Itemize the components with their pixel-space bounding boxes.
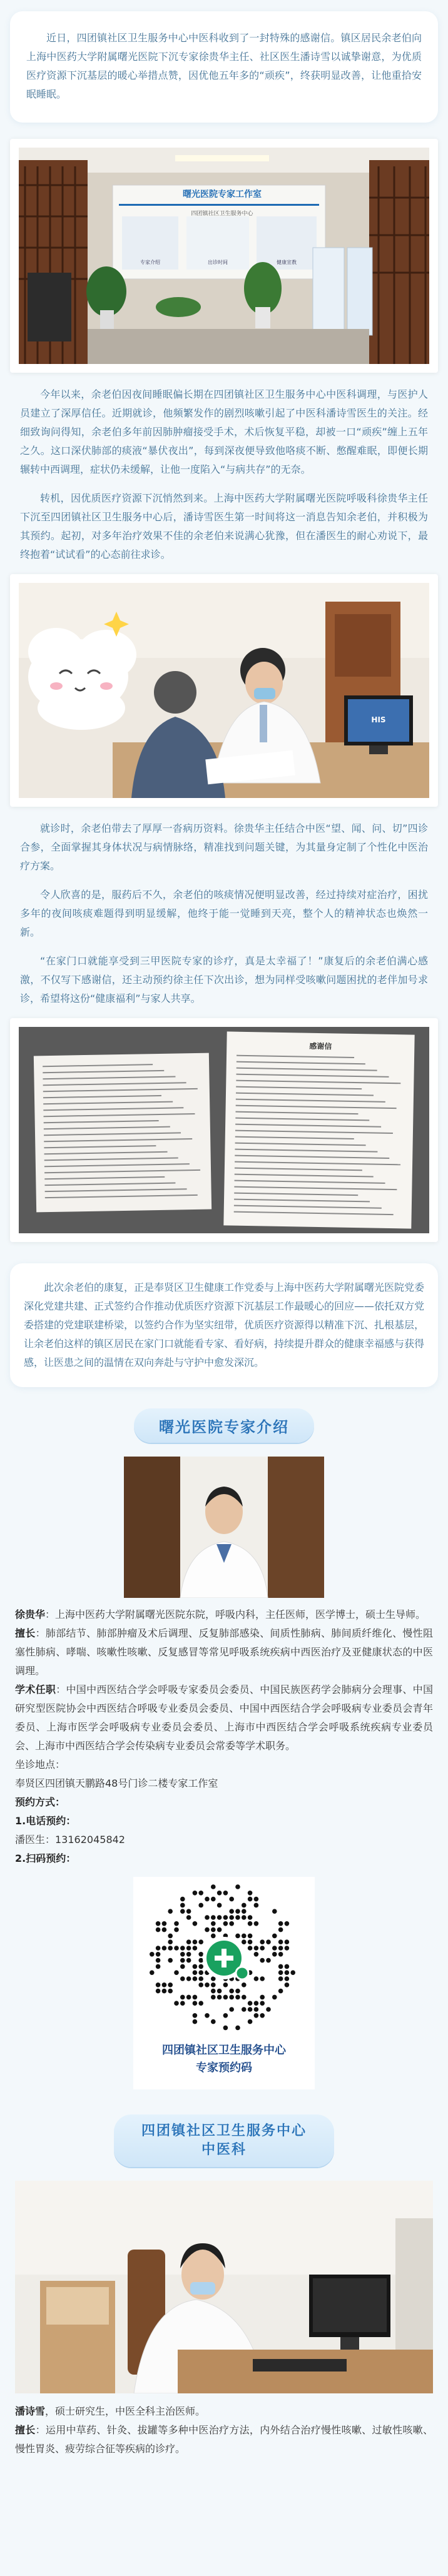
- qr-dot: [211, 1934, 216, 1939]
- qr-dot: [180, 1964, 185, 1969]
- letter-line: [235, 1111, 358, 1114]
- letter-line: [44, 1169, 200, 1173]
- photo-expert-studio: [10, 139, 438, 373]
- qr-code-block: [0, 1877, 448, 2089]
- board-panel-2: 出诊时间: [208, 260, 228, 265]
- qr-dot: [217, 1915, 222, 1920]
- expert-specialty-label: 擅长: [15, 1627, 36, 1639]
- qr-dot: [180, 1946, 185, 1951]
- qr-dot: [217, 1891, 222, 1896]
- qr-dot: [285, 1964, 290, 1969]
- letter-line: [43, 1076, 175, 1080]
- qr-dot: [248, 1934, 253, 1939]
- tcm-doctor-bio: [15, 2402, 433, 2421]
- expert-portrait: [124, 1457, 324, 1598]
- qr-dot: [168, 1989, 173, 1994]
- qr-dot: [205, 1983, 210, 1988]
- expert-academic: [15, 1680, 433, 1755]
- qr-dot: [205, 2013, 210, 2018]
- expert-photo: [0, 1457, 448, 1598]
- expert-academic-text: ：中国中西医结合学会呼吸专家委员会委员、中国民族医药学会肺病分会理事、中国研究型医院协会中西医结合呼吸专业委员会委员、中国中西医结合学会呼吸病专业委员会青年委员、上海市医学会呼吸病专业委员会委员、上海市中西医结合学会呼吸系统疾病专业委员会、上海市中西医结合学会传染病专业委员会常委等学术职务。: [15, 1684, 433, 1752]
- letter-page-left: [34, 1053, 211, 1213]
- qr-dot: [180, 1909, 185, 1914]
- qr-dot: [198, 1939, 203, 1944]
- qr-dot: [168, 1909, 173, 1914]
- qr-dot: [156, 1946, 161, 1951]
- qr-dot: [223, 1921, 228, 1926]
- qr-dot: [205, 1897, 210, 1902]
- qr-dot: [266, 1939, 271, 1944]
- qr-dot: [217, 1989, 222, 1994]
- tcm-doctor-desc: ，硕士研究生，中医全科主治医师。: [45, 2405, 206, 2417]
- letter-line: [235, 1136, 354, 1139]
- qr-dot: [186, 1939, 191, 1944]
- qr-dot: [180, 1952, 185, 1957]
- qr-dot: [180, 1976, 185, 1981]
- qr-dot: [186, 1909, 191, 1914]
- qr-dot: [242, 1939, 247, 1944]
- letter-line: [234, 1193, 358, 1196]
- photo-thank-you-letter: [10, 1018, 438, 1242]
- qr-dot: [229, 1921, 234, 1926]
- qr-dot: [211, 1983, 216, 1988]
- qr-dot: [223, 1983, 228, 1988]
- story-paragraph: 今年以来，余老伯因夜间睡眠偏长期在四团镇社区卫生服务中心中医科调理，与医护人员建立了深厚信任。近期就诊，他频繁发作的剧烈咳嗽引起了中医科潘诗雪医生的关注。经细致询问得知，余老伯多年前因肺肿瘤接受手术，术后恢复平稳，却被一口“顽疾”缠上五年之久。这口深伏肺部的痰液“暴伏夜出”，每到深夜便导致他咯痰不断、憋醒难眠，即便长期辗转中西调理，症状仍未缓解，让他一度陷入“与病共存”的无奈。: [20, 388, 428, 475]
- qr-dot: [193, 1946, 198, 1951]
- qr-dot: [205, 1915, 210, 1920]
- qr-dot: [223, 2026, 228, 2031]
- phone-booking-label: 1.电话预约：: [15, 1815, 76, 1827]
- qr-dot: [242, 2007, 247, 2012]
- qr-dot: [260, 1939, 265, 1944]
- letter-line: [235, 1143, 366, 1146]
- qr-dot: [229, 1995, 234, 2000]
- qr-dot: [248, 1946, 253, 1951]
- expert-studio-scene: [19, 148, 429, 364]
- qr-dot: [156, 1921, 161, 1926]
- qr-dot: [278, 1989, 283, 1994]
- board-title: 曙光医院专家工作室: [183, 189, 262, 200]
- board-panel-3: 健康宣教: [277, 260, 297, 265]
- qr-dot: [198, 2001, 203, 2006]
- letter-line: [43, 1107, 183, 1111]
- qr-dot: [254, 2001, 259, 2006]
- qr-dot: [260, 2001, 265, 2006]
- qr-dot: [217, 1927, 222, 1932]
- qr-dot: [254, 1921, 259, 1926]
- letter-line: [235, 1168, 362, 1171]
- qr-dot: [229, 1989, 234, 1994]
- letter-line: [235, 1130, 393, 1134]
- letter-line: [43, 1064, 153, 1067]
- qr-dot: [162, 1921, 167, 1926]
- qr-dot: [229, 2007, 234, 2012]
- qr-dot: [229, 1897, 234, 1902]
- qr-dot: [242, 1909, 247, 1914]
- qr-dot: [272, 1934, 277, 1939]
- qr-dot: [248, 1921, 253, 1926]
- letter-line: [44, 1176, 165, 1179]
- qr-dot: [229, 1909, 234, 1914]
- letter-line: [236, 1080, 400, 1084]
- qr-dot: [235, 1884, 240, 1889]
- qr-dot: [235, 2026, 240, 2031]
- letter-line: [44, 1120, 159, 1123]
- qr-dot: [248, 1891, 253, 1896]
- letter-line: [44, 1151, 168, 1154]
- qr-dot: [198, 1903, 203, 1908]
- intro-text: 近日，四团镇社区卫生服务中心中医科收到了一封特殊的感谢信。镇区居民余老伯向上海中医药大学附属曙光医院下沉专家徐贵华主任、社区医生潘诗雪以诚挚谢意，为优质医疗资源下沉基层的暖心举措点赞，因优他五年多的“顽疾”，终获明显改善，让他重拾安眠睡眠。: [26, 32, 422, 100]
- qr-dot: [278, 1976, 283, 1981]
- letter-line: [235, 1174, 374, 1178]
- qr-dot: [260, 1995, 265, 2000]
- letter-line: [235, 1161, 400, 1166]
- qr-dot: [193, 2013, 198, 2018]
- qr-dot: [156, 1983, 161, 1988]
- qr-caption-2: 专家预约码: [196, 2061, 252, 2074]
- expert-specialty-text: ：肺部结节、肺部肿瘤及术后调理、反复肺部感染、间质性肺病、肺间质纤维化、慢性阻塞性肺病、哮喘、咳嗽性咳嗽、反复感冒等常见呼吸系统疾病中西医治疗及亚健康状态的中医调理。: [15, 1627, 433, 1677]
- qr-dot: [285, 1976, 290, 1981]
- qr-dot: [260, 1958, 265, 1963]
- qr-dot: [211, 1915, 216, 1920]
- qr-dot: [272, 1995, 277, 2000]
- tcm-specialty-label: 擅长: [15, 2424, 36, 2436]
- letter-line: [236, 1105, 397, 1109]
- qr-dot: [174, 1970, 179, 1975]
- letter-line: [237, 1074, 389, 1078]
- qr-dot: [254, 1946, 259, 1951]
- qr-dot: [278, 1946, 283, 1951]
- booking-label: 预约方式：: [15, 1796, 66, 1808]
- qr-dot: [278, 1952, 283, 1957]
- expert-name-desc: ：上海中医药大学附属曙光医院东院，呼吸内科，主任医师，医学博士，硕士生导师。: [45, 1609, 426, 1620]
- letter-line: [44, 1126, 170, 1130]
- letter-line: [44, 1145, 156, 1148]
- qr-dot: [174, 1946, 179, 1951]
- tcm-info: [0, 2402, 448, 2458]
- qr-dot: [235, 1989, 240, 1994]
- qr-dot: [211, 1989, 216, 1994]
- monitor-label: HIS: [371, 715, 386, 724]
- qr-dot: [180, 1958, 185, 1963]
- booking-qr-code[interactable]: [133, 1877, 315, 2089]
- qr-dot: [180, 1897, 185, 1902]
- qr-dot: [285, 1970, 290, 1975]
- qr-dot: [156, 1927, 161, 1932]
- qr-dot: [156, 1958, 161, 1963]
- story-paragraph: 转机，因优质医疗资源下沉悄然到来。上海中医药大学附属曙光医院呼吸科徐贵华主任下沉至四团镇社区卫生服务中心后，潘诗雪医生第一时间将这一消息告知余老伯，并积极为其预约。起初，对多年治疗效果不佳的余老伯来说满心犹豫，但在潘医生的耐心劝说下，最终抱着“试试看”的心态前往求诊。: [20, 492, 428, 560]
- qr-dot: [211, 2019, 216, 2024]
- qr-code-icon: [133, 1877, 315, 2039]
- qr-dot: [260, 1976, 265, 1981]
- qr-dot: [278, 1921, 283, 1926]
- qr-dot: [223, 1995, 228, 2000]
- qr-dot: [193, 2019, 198, 2024]
- letter-line: [236, 1099, 385, 1103]
- letter-line: [44, 1157, 178, 1161]
- photo-consultation: [10, 574, 438, 807]
- qr-dot: [254, 1897, 259, 1902]
- letter-line: [236, 1093, 374, 1096]
- qr-dot: [168, 1946, 173, 1951]
- qr-dot: [193, 2001, 198, 2006]
- summary-text: 此次余老伯的康复，正是奉贤区卫生健康工作党委与上海中医药大学附属曙光医院党委深化党建共建、正式签约合作推动优质医疗资源下沉基层工作最暖心的回应——依托双方党委搭建的党建联建桥梁，以签约合作为坚实纽带，优质医疗资源得以精准下沉、扎根基层，让余老伯这样的镇区居民在家门口就能看专家、看好病，持续提升群众的健康幸福感与获得感，让医患之间的温情在双向奔赴与守护中愈发深沉。: [24, 1281, 425, 1368]
- qr-dot: [278, 1939, 283, 1944]
- letter-line: [235, 1155, 389, 1159]
- qr-dot: [193, 1964, 198, 1969]
- letter-line: [44, 1138, 192, 1142]
- expert-academic-label: 学术任职: [15, 1684, 56, 1695]
- qr-dot: [242, 1983, 247, 1988]
- qr-dot: [235, 1934, 240, 1939]
- letter-line: [43, 1101, 173, 1105]
- qr-dot: [198, 1976, 203, 1981]
- expert-name: 徐贵华: [15, 1609, 46, 1620]
- qr-dot: [260, 2013, 265, 2018]
- qr-dot: [223, 1915, 228, 1920]
- qr-dot: [180, 1903, 185, 1908]
- qr-dot: [248, 1915, 253, 1920]
- clinic-location: 奉贤区四团镇天鹏路48号门诊二楼专家工作室: [15, 1777, 218, 1789]
- qr-dot: [211, 1927, 216, 1932]
- qr-dot: [223, 2013, 228, 2018]
- story-paragraph: 令人欣喜的是，服药后不久，余老伯的咳痰情况便明显改善，经过持续对症治疗，困扰多年的夜间咳痰难题得到明显缓解，他终于能一觉睡到天亮，整个人的精神状态也焕然一新。: [20, 889, 428, 938]
- qr-dot: [180, 1995, 185, 2000]
- qr-dot: [156, 1964, 161, 1969]
- qr-dot: [156, 1989, 161, 1994]
- qr-dot: [211, 1897, 216, 1902]
- qr-dot: [278, 1927, 283, 1932]
- qr-dot: [285, 1946, 290, 1951]
- qr-dot: [162, 1927, 167, 1932]
- expert-info: [0, 1605, 448, 1868]
- qr-dot: [168, 1958, 173, 1963]
- qr-dot: [162, 1989, 167, 1994]
- qr-dot: [174, 2001, 179, 2006]
- qr-dot: [272, 1952, 277, 1957]
- qr-dot: [248, 2019, 253, 2024]
- consultation-scene: [19, 583, 429, 798]
- qr-dot: [198, 1970, 203, 1975]
- letter-line: [45, 1188, 187, 1192]
- qr-dot: [242, 1995, 247, 2000]
- expert-section-header: [0, 1408, 448, 1443]
- qr-dot: [229, 1915, 234, 1920]
- qr-dot: [278, 1964, 283, 1969]
- qr-dot: [248, 2007, 253, 2012]
- qr-dot: [162, 1946, 167, 1951]
- qr-dot: [217, 1995, 222, 2000]
- qr-dot: [290, 1970, 295, 1975]
- qr-dot: [223, 1891, 228, 1896]
- qr-dot: [198, 1958, 203, 1963]
- tcm-doctor-name: 潘诗雪: [15, 2405, 46, 2417]
- qr-dot: [198, 1983, 203, 1988]
- qr-dot: [242, 1934, 247, 1939]
- letter-page-right: [223, 1031, 414, 1228]
- qr-dot: [211, 1995, 216, 2000]
- qr-dot: [193, 1970, 198, 1975]
- summary-card: [10, 1263, 438, 1387]
- tcm-photo: [15, 2181, 433, 2396]
- qr-dot: [254, 1952, 259, 1957]
- qr-dot: [266, 1958, 271, 1963]
- qr-dot: [278, 1970, 283, 1975]
- letter-line: [43, 1088, 198, 1092]
- qr-dot: [168, 1939, 173, 1944]
- letter-line: [237, 1055, 354, 1058]
- letter-line: [237, 1068, 377, 1071]
- qr-dot: [150, 1970, 155, 1975]
- story-paragraph: 就诊时，余老伯带去了厚厚一沓病历资料。徐贵华主任结合中医“望、闻、问、切”四诊合参，全面掌握其身体状况与病情脉络，精准找到问题关键，为其量身定制了个性化中医治疗方案。: [20, 822, 428, 872]
- qr-dot: [254, 1903, 259, 1908]
- letter-line: [44, 1113, 195, 1117]
- board-subtitle: 四团镇社区卫生服务中心: [191, 211, 253, 217]
- qr-dot: [198, 1891, 203, 1896]
- letter-line: [43, 1070, 164, 1073]
- qr-dot: [248, 2001, 253, 2006]
- tcm-section-title: 四团镇社区卫生服务中心 中医科: [114, 2114, 334, 2167]
- qr-dot: [193, 1939, 198, 1944]
- letter-line: [43, 1082, 186, 1086]
- letter-line: [45, 1195, 198, 1198]
- qr-dot: [193, 1976, 198, 1981]
- tcm-specialty-text: ：运用中草药、针灸、拔罐等多种中医治疗方法，内外结合治疗慢性咳嗽、过敏性咳嗽、慢性胃炎、疲劳综合征等疾病的诊疗。: [15, 2424, 433, 2455]
- qr-dot: [235, 1909, 240, 1914]
- qr-caption-1: 四团镇社区卫生服务中心: [162, 2044, 286, 2057]
- qr-dot: [248, 1939, 253, 1944]
- qr-dot: [156, 1952, 161, 1957]
- letter-line: [235, 1149, 377, 1153]
- qr-dot: [186, 1958, 191, 1963]
- qr-dot: [254, 1976, 259, 1981]
- qr-dot: [174, 1921, 179, 1926]
- expert-section-title: 曙光医院专家介绍: [134, 1408, 314, 1443]
- qr-dot: [186, 1946, 191, 1951]
- qr-dot: [162, 1983, 167, 1988]
- letter-line: [237, 1061, 365, 1065]
- story-part-1: [0, 373, 448, 564]
- expert-specialty: [15, 1624, 433, 1680]
- letter-line: [234, 1211, 394, 1215]
- qr-dot: [266, 2007, 271, 2012]
- letter-line: [43, 1095, 161, 1098]
- qr-dot: [235, 1995, 240, 2000]
- qr-dot: [272, 1946, 277, 1951]
- qr-dot: [180, 2001, 185, 2006]
- qr-booking-label: 2.扫码预约：: [15, 1852, 76, 1864]
- phone-contact[interactable]: 潘医生：13162045842: [15, 1834, 125, 1846]
- qr-dot: [174, 1927, 179, 1932]
- qr-dot: [150, 1952, 155, 1957]
- qr-dot: [285, 1921, 290, 1926]
- tcm-section-header: [0, 2114, 448, 2167]
- story-part-2: [0, 807, 448, 1008]
- qr-dot: [235, 1915, 240, 1920]
- qr-dot: [285, 1939, 290, 1944]
- qr-dot: [168, 1934, 173, 1939]
- letter-line: [44, 1132, 181, 1136]
- letter-line: [235, 1118, 369, 1121]
- story-paragraph: “在家门口就能享受到三甲医院专家的诊疗，真是太幸福了！”康复后的余老伯满心感激，不仅写下感谢信，还主动预约徐主任下次出诊，想为同样受咳嗽问题困扰的老伴加号求诊，希望将这份“健康福利”与家人共享。: [20, 955, 428, 1004]
- qr-dot: [205, 1927, 210, 1932]
- qr-dot: [254, 2013, 259, 2018]
- qr-dot: [193, 1995, 198, 2000]
- letter-line: [235, 1124, 381, 1128]
- letter-line: [44, 1163, 190, 1167]
- qr-dot: [186, 1976, 191, 1981]
- qr-dot: [186, 1952, 191, 1957]
- qr-dot: [193, 1891, 198, 1896]
- qr-dot: [211, 1921, 216, 1926]
- board-panel-1: 专家介绍: [140, 260, 160, 265]
- qr-dot: [193, 1921, 198, 1926]
- qr-dot: [198, 1952, 203, 1957]
- letter-line: [234, 1205, 382, 1209]
- qr-dot: [260, 1946, 265, 1951]
- letter-line: [235, 1180, 385, 1184]
- qr-dot: [285, 1983, 290, 1988]
- qr-dot: [211, 1884, 216, 1889]
- expert-bio: [15, 1605, 433, 1624]
- letter-title: 感谢信: [309, 1041, 332, 1051]
- letter-line: [44, 1183, 175, 1186]
- tcm-doctor-scene: [15, 2181, 433, 2393]
- tcm-specialty: [15, 2421, 433, 2458]
- qr-dot: [242, 1903, 247, 1908]
- letter-line: [234, 1186, 397, 1191]
- qr-dot: [254, 2007, 259, 2012]
- qr-dot: [168, 1983, 173, 1988]
- letter-line: [236, 1086, 362, 1090]
- qr-dot: [217, 1903, 222, 1908]
- clinic-location-label: 坐诊地点：: [15, 1759, 66, 1770]
- qr-dot: [186, 1915, 191, 1920]
- qr-dot: [272, 1909, 277, 1914]
- qr-dot: [186, 1995, 191, 2000]
- letter-line: [234, 1199, 370, 1203]
- intro-card: [10, 11, 438, 123]
- qr-dot: [242, 1915, 247, 1920]
- qr-dot: [198, 1964, 203, 1969]
- qr-dot: [248, 1897, 253, 1902]
